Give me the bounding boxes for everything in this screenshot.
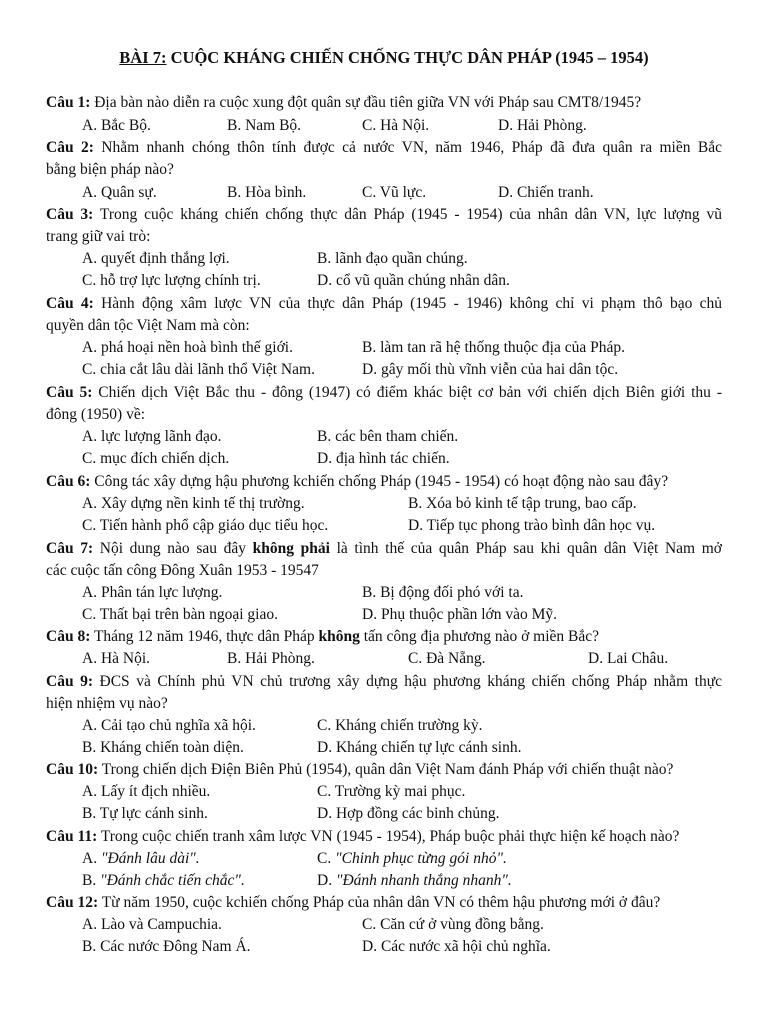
- question-text: Trong chiến dịch Điện Biên Phủ (1954), quân dân Việt Nam đánh Pháp với chiến thuật nào?: [98, 761, 674, 778]
- option-d[interactable]: D. Các nước xã hội chủ nghĩa.: [362, 938, 551, 955]
- option-letter: D.: [317, 872, 336, 889]
- question-number: Câu 2:: [46, 139, 94, 156]
- option-b[interactable]: B. Hòa bình.: [227, 184, 307, 201]
- question-number: Câu 8:: [46, 628, 91, 645]
- option-text: "Chinh phục từng gói nhỏ".: [335, 850, 507, 867]
- question-number: Câu 5:: [46, 384, 93, 401]
- option-c[interactable]: C. Hà Nội.: [362, 117, 430, 134]
- option-a[interactable]: A. Lào và Campuchia.: [82, 916, 222, 933]
- option-c[interactable]: C. Kháng chiến trường kỳ.: [317, 717, 483, 734]
- option-d[interactable]: D. Chiến tranh.: [498, 184, 594, 201]
- question-number: Câu 3:: [46, 206, 94, 223]
- emphasis-text: không: [318, 628, 360, 645]
- option-d[interactable]: D. Phụ thuộc phần lớn vào Mỹ.: [362, 606, 558, 623]
- option-c[interactable]: C. chia cắt lâu dài lãnh thổ Việt Nam.: [82, 361, 315, 378]
- option-b[interactable]: B. Kháng chiến toàn diện.: [82, 739, 244, 756]
- question-text: Nội dung nào sau đây: [93, 540, 253, 557]
- option-c[interactable]: C. hỗ trợ lực lượng chính trị.: [82, 272, 261, 289]
- question-8: [46, 627, 722, 647]
- option-d[interactable]: D. Kháng chiến tự lực cánh sinh.: [317, 739, 522, 756]
- option-d[interactable]: D. Hợp đồng các binh chủng.: [317, 805, 500, 822]
- question-11: [46, 827, 722, 847]
- lesson-label: BÀI 7:: [119, 48, 167, 67]
- question-9-cont: hiện nhiệm vụ nào?: [46, 695, 168, 712]
- question-1: [46, 93, 722, 113]
- question-number: Câu 6:: [46, 473, 91, 490]
- question-4: [46, 294, 722, 314]
- question-text: là tình thế của quân Pháp sau khi quân dân Việt Nam mở: [329, 540, 722, 557]
- option-b[interactable]: B. làm tan rã hệ thống thuộc địa của Pháp.: [362, 339, 626, 356]
- emphasis-text: không phải: [252, 540, 330, 557]
- question-2: [46, 138, 722, 158]
- option-text: "Đánh nhanh thắng nhanh".: [335, 872, 512, 889]
- question-5: [46, 383, 722, 403]
- question-3-cont: trang giữ vai trò:: [46, 228, 151, 245]
- question-text: Trong cuộc chiến tranh xâm lược VN (1945 - 1954), Pháp buộc phải thực hiện kế hoạch nào?: [97, 828, 680, 845]
- question-text: Địa bàn nào diễn ra cuộc xung đột quân sự đầu tiên giữa VN với Pháp sau CMT8/1945?: [90, 94, 642, 111]
- option-c[interactable]: C. Trường kỳ mai phục.: [317, 783, 466, 800]
- option-b[interactable]: B. Nam Bộ.: [227, 117, 302, 134]
- question-text: Công tác xây dựng hậu phương kchiến chống Pháp (1945 - 1954) có hoạt động nào sau đây?: [90, 473, 669, 490]
- page-title: [0, 48, 768, 68]
- option-a[interactable]: A. Phân tán lực lượng.: [82, 584, 223, 601]
- option-c[interactable]: [317, 849, 507, 869]
- question-2-cont: bằng biện pháp nào?: [46, 161, 174, 178]
- option-b[interactable]: B. Bị động đối phó với ta.: [362, 584, 524, 601]
- option-c[interactable]: C. Tiến hành phổ cập giáo dục tiểu học.: [82, 517, 329, 534]
- question-12: [46, 893, 722, 913]
- option-d[interactable]: D. Tiếp tục phong trào bình dân học vụ.: [408, 517, 656, 534]
- question-text: Hành động xâm lược VN của thực dân Pháp (1945 - 1946) không chỉ vi phạm thô bạo chủ: [93, 295, 722, 312]
- question-number: Câu 11:: [46, 828, 98, 845]
- question-number: Câu 7:: [46, 540, 94, 557]
- option-d[interactable]: D. Lai Châu.: [588, 650, 669, 667]
- option-d[interactable]: D. gây mối thù vĩnh viễn của hai dân tộc.: [362, 361, 619, 378]
- question-7: [46, 539, 722, 559]
- option-b[interactable]: B. các bên tham chiến.: [317, 428, 459, 445]
- option-text: "Đánh chắc tiến chắc".: [100, 872, 245, 889]
- option-a[interactable]: A. Quân sự.: [82, 184, 157, 201]
- question-3: [46, 205, 722, 225]
- option-text: "Đánh lâu dài".: [100, 850, 200, 867]
- option-b[interactable]: B. lãnh đạo quần chúng.: [317, 250, 468, 267]
- option-b[interactable]: [82, 871, 245, 891]
- question-number: Câu 4:: [46, 295, 94, 312]
- question-10: [46, 760, 722, 780]
- question-7-cont: các cuộc tấn công Đông Xuân 1953 - 19547: [46, 562, 319, 579]
- option-d[interactable]: D. địa hình tác chiến.: [317, 450, 450, 467]
- option-a[interactable]: A. Xây dựng nền kinh tế thị trường.: [82, 495, 305, 512]
- option-c[interactable]: C. Thất bại trên bàn ngoại giao.: [82, 606, 278, 623]
- option-c[interactable]: C. mục đích chiến dịch.: [82, 450, 230, 467]
- option-c[interactable]: C. Vũ lực.: [362, 184, 427, 201]
- option-b[interactable]: B. Các nước Đông Nam Á.: [82, 938, 251, 955]
- option-a[interactable]: [82, 849, 200, 869]
- question-6: [46, 472, 722, 492]
- option-a[interactable]: A. quyết định thắng lợi.: [82, 250, 230, 267]
- option-a[interactable]: A. Hà Nội.: [82, 650, 151, 667]
- question-9: [46, 672, 722, 692]
- option-d[interactable]: D. Hải Phòng.: [498, 117, 587, 134]
- option-a[interactable]: A. Bắc Bộ.: [82, 117, 151, 134]
- option-a[interactable]: A. Cải tạo chủ nghĩa xã hội.: [82, 717, 256, 734]
- option-letter: B.: [82, 872, 101, 889]
- question-number: Câu 1:: [46, 94, 91, 111]
- question-text: Trong cuộc kháng chiến chống thực dân Pháp (1945 - 1954) của nhân dân VN, lực lượng vũ: [93, 206, 722, 223]
- question-number: Câu 10:: [46, 761, 99, 778]
- question-text: ĐCS và Chính phủ VN chủ trương xây dựng hậu phương kháng chiến chống Pháp nhằm thực: [93, 673, 722, 690]
- option-b[interactable]: B. Xóa bỏ kinh tế tập trung, bao cấp.: [408, 495, 637, 512]
- question-text: Chiến dịch Việt Bắc thu - đông (1947) có điểm khác biệt cơ bản với chiến dịch Biên giới thu -: [92, 384, 722, 401]
- option-c[interactable]: C. Căn cứ ở vùng đồng bằng.: [362, 916, 544, 933]
- lesson-title: CUỘC KHÁNG CHIẾN CHỐNG THỰC DÂN PHÁP (1945 – 1954): [166, 48, 649, 67]
- option-a[interactable]: A. lực lượng lãnh đạo.: [82, 428, 222, 445]
- option-letter: A.: [82, 850, 101, 867]
- question-5-cont: đông (1950) về:: [46, 406, 146, 423]
- option-c[interactable]: C. Đà Nẵng.: [408, 650, 486, 667]
- option-a[interactable]: A. Lấy ít địch nhiều.: [82, 783, 211, 800]
- option-d[interactable]: D. cổ vũ quần chúng nhân dân.: [317, 272, 510, 289]
- option-d[interactable]: [317, 871, 512, 891]
- question-text: Tháng 12 năm 1946, thực dân Pháp: [90, 628, 319, 645]
- option-b[interactable]: B. Hải Phòng.: [227, 650, 315, 667]
- option-b[interactable]: B. Tự lực cánh sinh.: [82, 805, 208, 822]
- question-text: tấn công địa phương nào ở miền Bắc?: [359, 628, 599, 645]
- question-text: Nhằm nhanh chóng thôn tính được cả nước VN, năm 1946, Pháp đã đưa quân ra miền Bắc: [93, 139, 722, 156]
- option-letter: C.: [317, 850, 336, 867]
- question-number: Câu 12:: [46, 894, 99, 911]
- question-number: Câu 9:: [46, 673, 93, 690]
- question-4-cont: quyền dân tộc Việt Nam mà còn:: [46, 317, 250, 334]
- option-a[interactable]: A. phá hoại nền hoà bình thế giới.: [82, 339, 293, 356]
- question-text: Từ năm 1950, cuộc kchiến chống Pháp của nhân dân VN có thêm hậu phương mới ở đâu?: [98, 894, 661, 911]
